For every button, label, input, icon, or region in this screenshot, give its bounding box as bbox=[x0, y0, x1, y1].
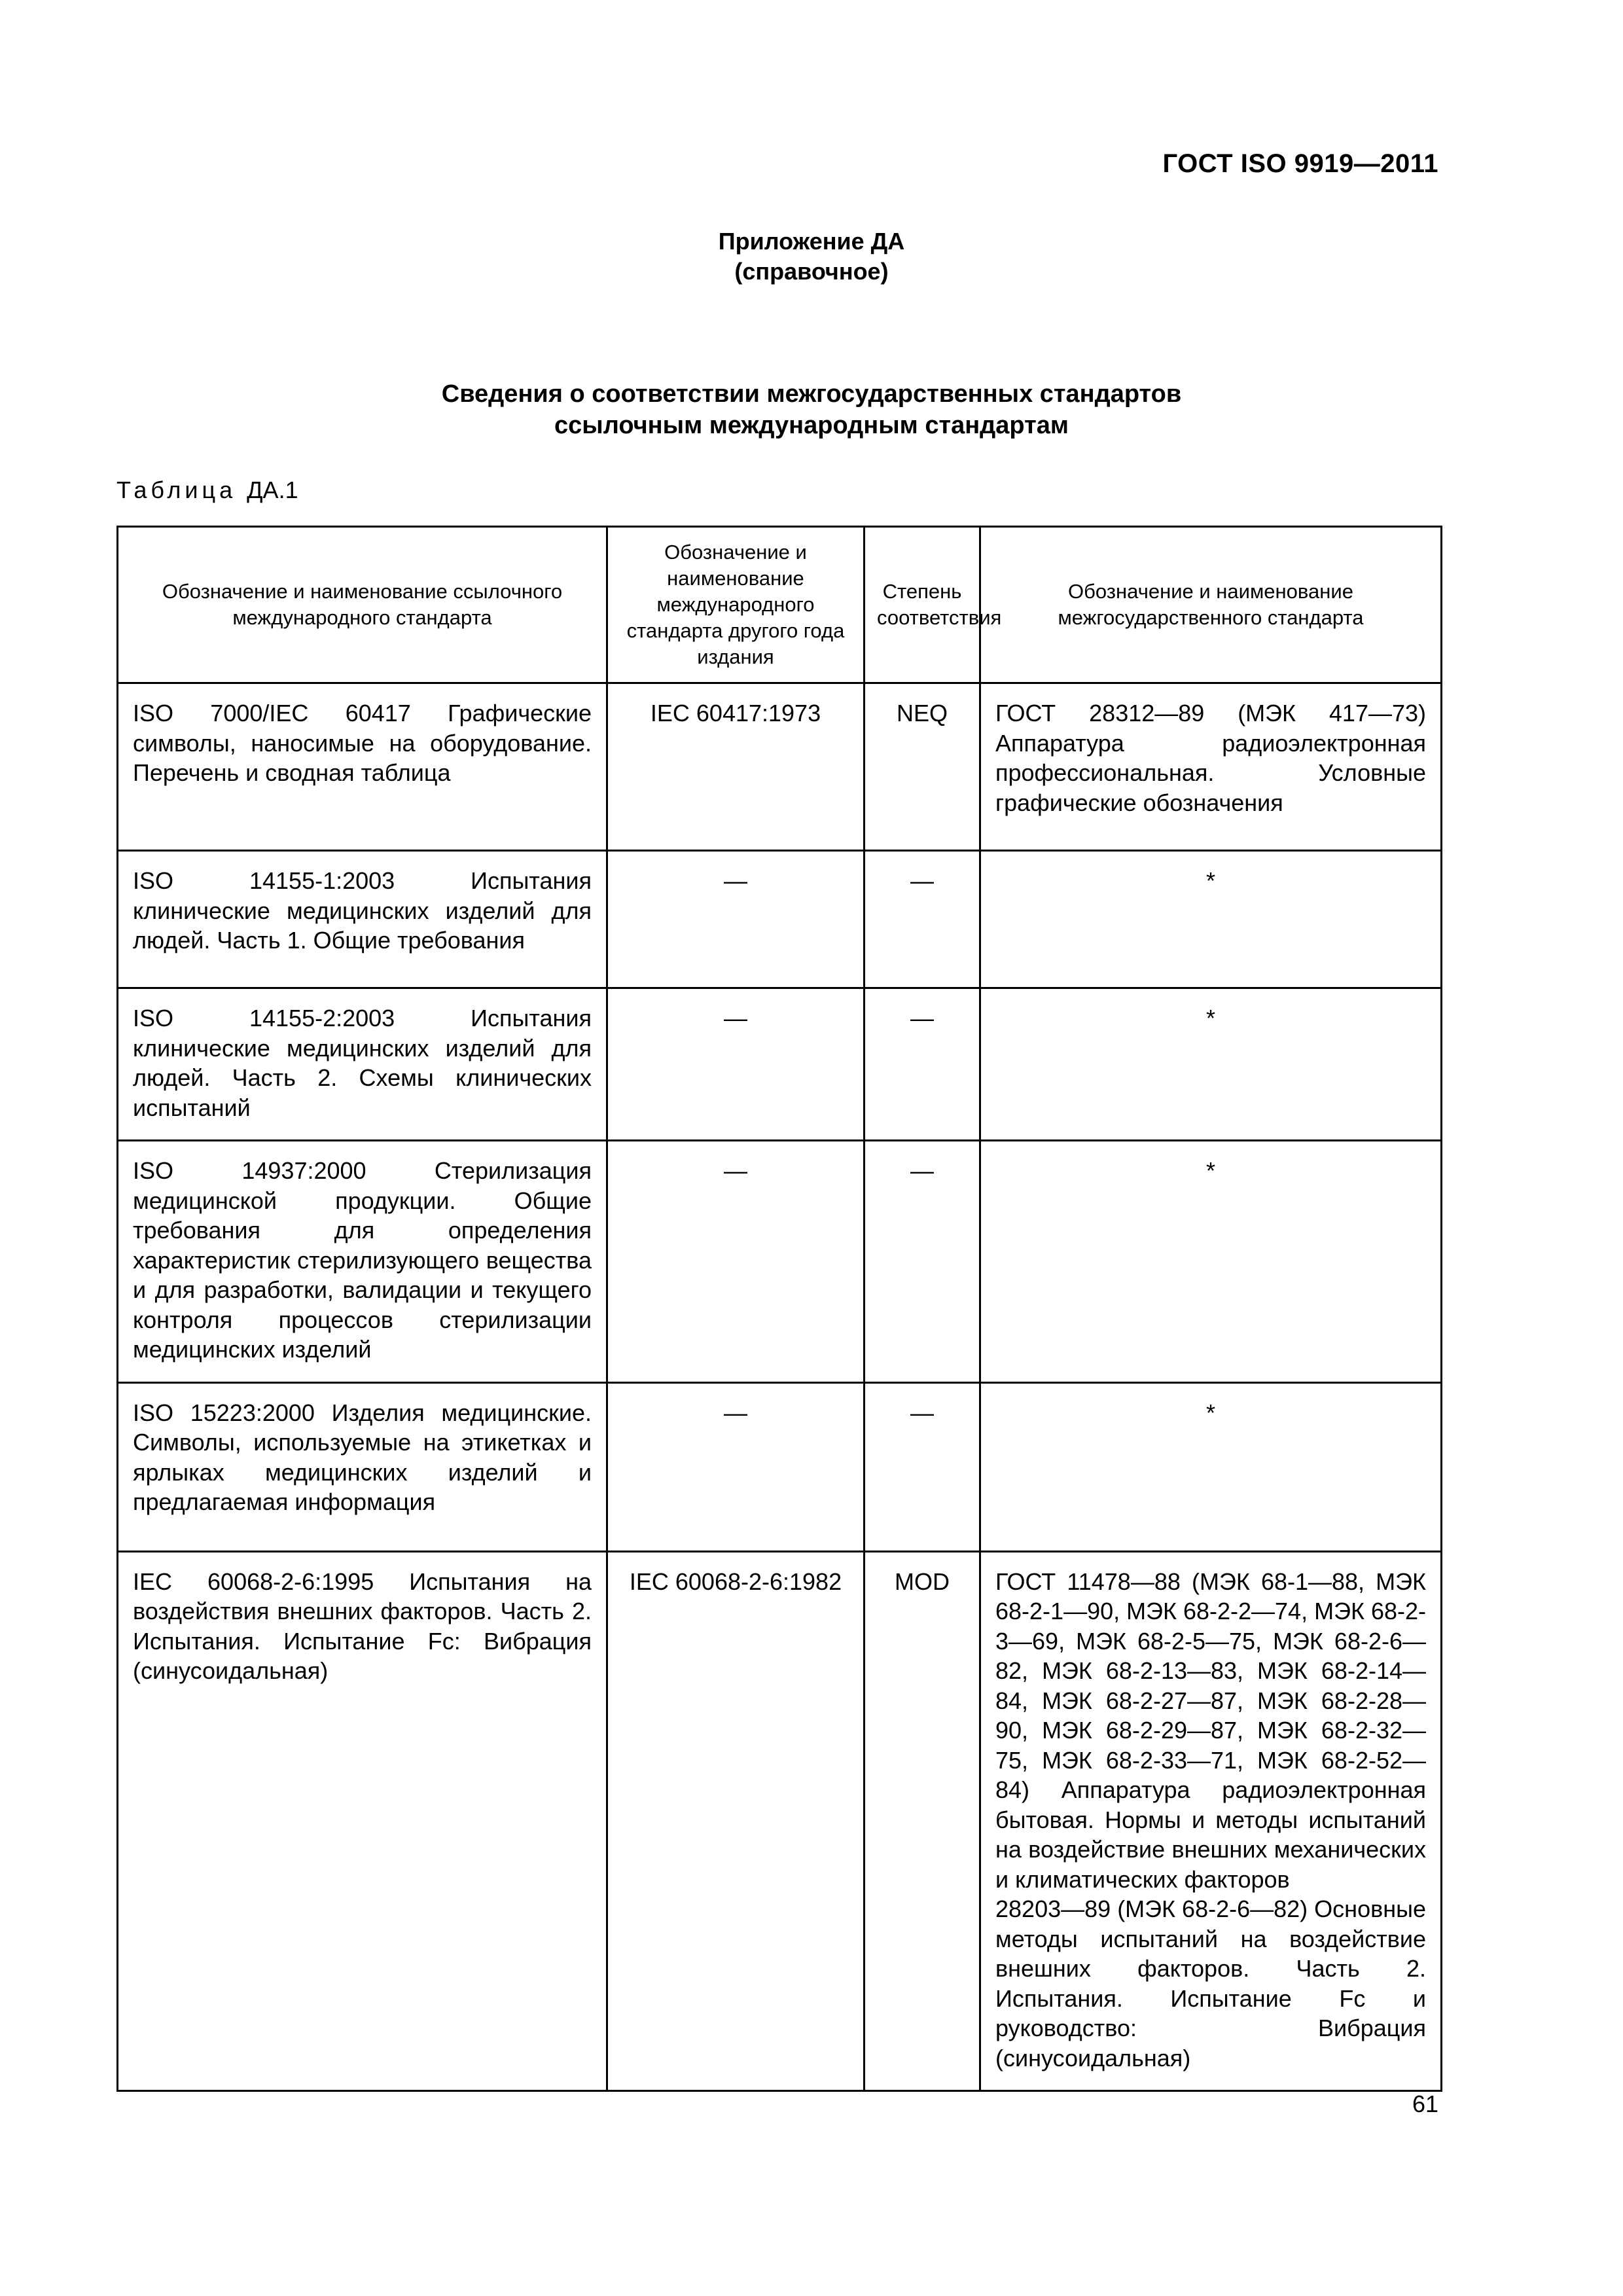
table-label-number: ДА.1 bbox=[247, 476, 298, 503]
standards-table bbox=[116, 526, 1442, 2092]
table-label-word: Таблица bbox=[116, 476, 237, 503]
table-label bbox=[116, 476, 298, 504]
cell-interstate: ГОСТ 11478—88 (МЭК 68-1—88, МЭК 68-2-1—90, МЭК 68-2-2—74, МЭК 68-2-3—69, МЭК 68-2-5—75, МЭК 68-2-6—82, МЭК 68-2-13—83, МЭК 68-2-14—84, МЭК 68-2-27—87, МЭК 68-2-28—90, МЭК 68-2-29—87, МЭК 68-2-32—75, МЭК 68-2-33—71, МЭК 68-2-52—84) Аппаратура радиоэлектронная бытовая. Нормы и методы испытаний на воздействие внешних механических и климатических факторов 28203—89 (МЭК 68-2-6—82) Основные методы испытаний на воздействие внешних факторов. Часть 2. Испытания. Испытание Fc и руководство: Вибрация (синусоидальная) bbox=[980, 1551, 1442, 2091]
table-row bbox=[118, 851, 1442, 988]
cell-degree: — bbox=[865, 1141, 980, 1383]
section-title-line-2: ссылочным международным стандартам bbox=[554, 412, 1069, 439]
cell-reference: ISO 15223:2000 Изделия медицинские. Символы, используемые на этикетках и ярлыках медицинских изделий и предлагаемая информация bbox=[118, 1382, 607, 1551]
cell-other-year: — bbox=[607, 851, 865, 988]
page-number: 61 bbox=[1412, 2090, 1438, 2117]
table-row bbox=[118, 988, 1442, 1141]
table-header-row bbox=[118, 527, 1442, 683]
cell-reference: IEC 60068-2-6:1995 Испытания на воздействия внешних факторов. Часть 2. Испытания. Испытание Fc: Вибрация (синусоидальная) bbox=[118, 1551, 607, 2091]
cell-interstate: * bbox=[980, 1382, 1442, 1551]
cell-other-year: IEC 60417:1973 bbox=[607, 683, 865, 851]
cell-degree: — bbox=[865, 1382, 980, 1551]
cell-other-year: IEC 60068-2-6:1982 bbox=[607, 1551, 865, 2091]
cell-interstate: * bbox=[980, 851, 1442, 988]
cell-degree: — bbox=[865, 988, 980, 1141]
cell-reference: ISO 14155-2:2003 Испытания клинические медицинских изделий для людей. Часть 2. Схемы клинических испытаний bbox=[118, 988, 607, 1141]
section-title bbox=[0, 378, 1623, 441]
cell-reference: ISO 14937:2000 Стерилизация медицинской продукции. Общие требования для определения характеристик стерилизующего вещества и для разработки, валидации и текущего контроля процессов стерилизации медицинских изделий bbox=[118, 1141, 607, 1383]
section-title-line-1: Сведения о соответствии межгосударственных стандартов bbox=[441, 380, 1182, 408]
header-other-year-standard: Обозначение и наименование международного стандарта другого года издания bbox=[607, 527, 865, 683]
cell-other-year: — bbox=[607, 988, 865, 1141]
annex-title: Приложение ДА bbox=[718, 228, 905, 255]
table-row bbox=[118, 1141, 1442, 1383]
cell-other-year: — bbox=[607, 1382, 865, 1551]
cell-other-year: — bbox=[607, 1141, 865, 1383]
cell-degree: MOD bbox=[865, 1551, 980, 2091]
cell-reference: ISO 7000/IEC 60417 Графические символы, наносимые на оборудование. Перечень и сводная таблица bbox=[118, 683, 607, 851]
header-degree-of-conformity: Степень соответствия bbox=[865, 527, 980, 683]
cell-interstate: * bbox=[980, 1141, 1442, 1383]
cell-degree: NEQ bbox=[865, 683, 980, 851]
cell-interstate: * bbox=[980, 988, 1442, 1141]
annex-heading bbox=[0, 226, 1623, 287]
table-row bbox=[118, 1382, 1442, 1551]
cell-reference: ISO 14155-1:2003 Испытания клинические медицинских изделий для людей. Часть 1. Общие требования bbox=[118, 851, 607, 988]
document-code: ГОСТ ISO 9919—2011 bbox=[1162, 149, 1438, 178]
annex-kind: (справочное) bbox=[734, 258, 889, 285]
cell-degree: — bbox=[865, 851, 980, 988]
table-row bbox=[118, 1551, 1442, 2091]
table-row bbox=[118, 683, 1442, 851]
header-reference-standard: Обозначение и наименование ссылочного международного стандарта bbox=[118, 527, 607, 683]
cell-interstate: ГОСТ 28312—89 (МЭК 417—73) Аппаратура радиоэлектронная профессиональная. Условные графические обозначения bbox=[980, 683, 1442, 851]
header-interstate-standard: Обозначение и наименование межгосударственного стандарта bbox=[980, 527, 1442, 683]
